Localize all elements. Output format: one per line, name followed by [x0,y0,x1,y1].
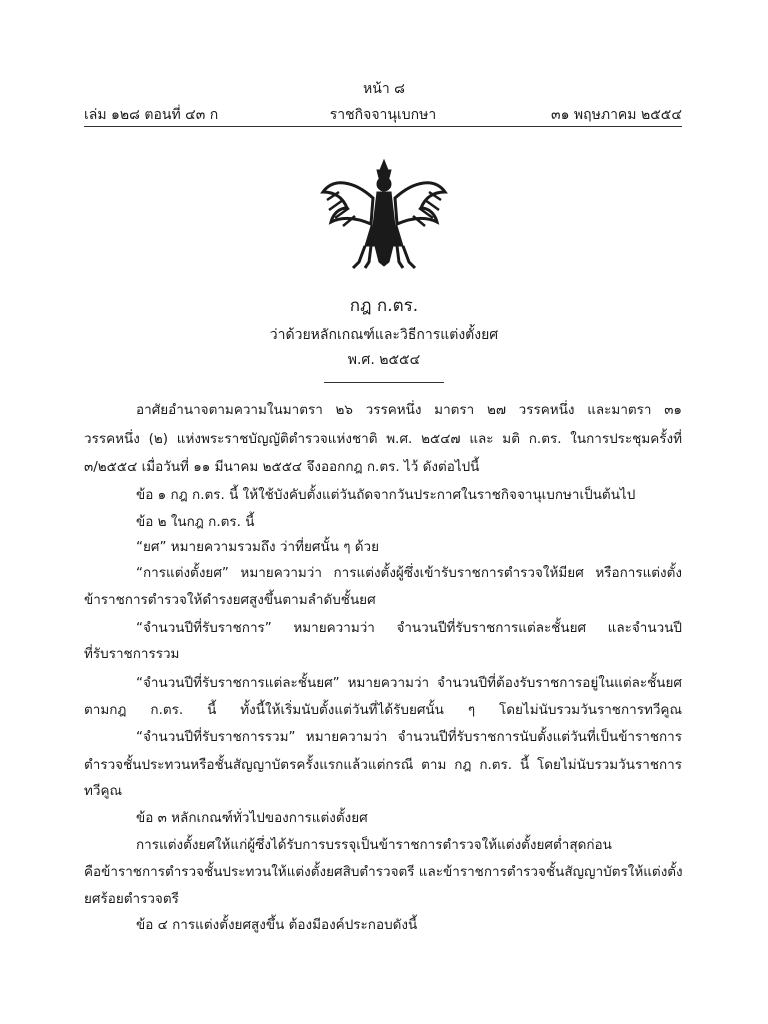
body-line: ยศร้อยตำรวจตรี [84,891,179,907]
body-line: การแต่งตั้งยศให้แก่ผู้ซึ่งได้รับการบรรจุเป็นข้าราชการตำรวจให้แต่งตั้งยศต่ำสุดก่อน [136,837,612,853]
garuda-emblem-icon [319,158,449,270]
body-line: ทวีคูณ [84,783,123,799]
body-line: “ยศ” หมายความรวมถึง ว่าที่ยศนั้น ๆ ด้วย [136,539,380,555]
body-line: ตามกฎ ก.ตร. นี้ ทั้งนี้ให้เริ่มนับตั้งแต่วันที่ได้รับยศนั้น ๆ โดยไม่นับรวมวันราชการทวีคูณ [84,702,682,718]
body-line: ข้อ ๓ หลักเกณฑ์ทั่วไปของการแต่งตั้งยศ [136,810,368,826]
document-year: พ.ศ. ๒๕๕๔ [347,352,421,368]
body-line: ๓/๒๕๕๔ เมื่อวันที่ ๑๑ มีนาคม ๒๕๕๔ จึงออกกฎ ก.ตร. ไว้ ดังต่อไปนี้ [84,459,480,475]
title-divider [324,382,444,383]
body-line: ตำรวจชั้นประทวนหรือชั้นสัญญาบัตรครั้งแรกแล้วแต่กรณี ตาม กฎ ก.ตร. นี้ โดยไม่นับรวมวันราชการ [84,757,682,773]
body-line: ที่รับราชการรวม [84,646,180,662]
document-subject: ว่าด้วยหลักเกณฑ์และวิธีการแต่งตั้งยศ [269,327,499,343]
header-divider [84,126,682,127]
body-line: ข้อ ๒ ในกฎ ก.ตร. นี้ [136,514,255,530]
body-line: ข้อ ๔ การแต่งตั้งยศสูงขึ้น ต้องมีองค์ประกอบดังนี้ [136,917,418,933]
body-line: คือข้าราชการตำรวจชั้นประทวนให้แต่งตั้งยศสิบตำรวจตรี และข้าราชการตำรวจชั้นสัญญาบัตรให้แต่งตั้ง [84,864,683,880]
body-line: ข้อ ๑ กฎ ก.ตร. นี้ ให้ใช้บังคับตั้งแต่วันถัดจากวันประกาศในราชกิจจานุเบกษาเป็นต้นไป [136,487,636,503]
volume-issue: เล่ม ๑๒๘ ตอนที่ ๔๓ ก [84,107,219,123]
body-line: “การแต่งตั้งยศ” หมายความว่า การแต่งตั้งผู้ซึ่งเข้ารับราชการตำรวจให้มียศ หรือการแต่งตั้ง [136,565,682,581]
document-title: กฎ ก.ตร. [349,296,419,316]
body-line: ข้าราชการตำรวจให้ดำรงยศสูงขึ้นตามลำดับชั้นยศ [84,592,376,608]
gazette-name: ราชกิจจานุเบกษา [329,107,437,123]
publication-date: ๓๑ พฤษภาคม ๒๕๕๔ [551,107,682,123]
page-number: หน้า ๘ [363,81,405,97]
body-line: “จำนวนปีที่รับราชการรวม” หมายความว่า จำนวนปีที่รับราชการนับตั้งแต่วันที่เป็นข้าราชการ [136,729,682,745]
gazette-header [84,104,682,124]
body-line: “จำนวนปีที่รับราชการแต่ละชั้นยศ” หมายความว่า จำนวนปีที่ต้องรับราชการอยู่ในแต่ละชั้นยศ [136,675,682,691]
body-line: อาศัยอำนาจตามความในมาตรา ๒๖ วรรคหนึ่ง มาตรา ๒๗ วรรคหนึ่ง และมาตรา ๓๑ [136,402,682,418]
body-line: “จำนวนปีที่รับราชการ” หมายความว่า จำนวนปีที่รับราชการแต่ละชั้นยศ และจำนวนปี [136,620,682,636]
body-line: วรรคหนึ่ง (๒) แห่งพระราชบัญญัติตำรวจแห่งชาติ พ.ศ. ๒๕๔๗ และ มติ ก.ตร. ในการประชุมครั้งที่ [84,431,682,447]
